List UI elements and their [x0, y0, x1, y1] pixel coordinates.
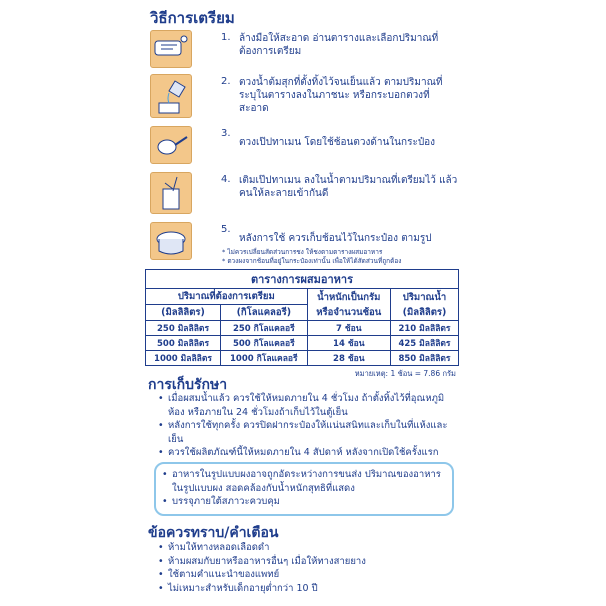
warning-item: • ห้ามผสมกับยาหรืออาหารอื่นๆ เมื่อให้ทางสายยาง [156, 555, 456, 569]
warning-item: • ใช้ตามคำแนะนำของแพทย์ [156, 568, 456, 582]
step-text: ตวงเป๊ปทาเมน โดยใช้ช้อนตวงด้านในกระป๋อง [239, 137, 436, 148]
cell-kcal: 1000 กิโลแคลอรี [221, 351, 308, 366]
step-2 [142, 72, 462, 120]
info-item: • บรรจุภายใต้สภาวะควบคุม [160, 495, 446, 509]
warning-title: ข้อควรทราบ/คำเตือน [148, 525, 279, 541]
step-text: ล้างมือให้สะอาด อ่านตารางและเลือกปริมาณที่ต้องการเตรียม [239, 33, 439, 57]
cell-ml: 500 มิลลิลิตร [146, 336, 221, 351]
table-remark: หมายเหตุ: 1 ช้อน = 7.86 กรัม [354, 369, 456, 378]
step-number: 4. [221, 174, 231, 185]
warning-list [156, 541, 456, 595]
storage-item: • เมื่อผสมน้ำแล้ว ควรใช้ให้หมดภายใน 4 ชั่วโมง ถ้าตั้งทิ้งไว้ที่อุณหภูมิห้อง หรือภายใน 24 ชั่วโมงถ้าเก็บไว้ในตู้เย็น [156, 392, 456, 419]
col-scoop-header [307, 289, 390, 321]
cell-water: 850 มิลลิลิตร [390, 351, 458, 366]
storage-list [156, 392, 456, 460]
info-item: • อาหารในรูปแบบผงอาจถูกอัดระหว่างการขนส่ง ปริมาณของอาหารในรูปแบบผง สอดคล้องกับน้ำหนักสุทธิที่แสดง [160, 468, 446, 495]
step-number: 2. [221, 76, 231, 87]
prep-title: วิธีการเตรียม [150, 9, 235, 27]
cell-water: 210 มิลลิลิตร [390, 321, 458, 336]
wash-hands-illustration [150, 30, 192, 68]
step-number: 1. [221, 32, 231, 43]
col-scoop-line1: น้ำหนักเป็นกรัม [317, 291, 381, 303]
mix-powder-illustration [150, 172, 192, 214]
step-text: เติมเป๊ปทาเมน ลงในน้ำตามปริมาณที่เตรียมไว้ แล้วคนให้ละลายเข้ากันดี [239, 175, 458, 199]
storage-item: • ควรใช้ผลิตภัณฑ์นี้ให้หมดภายใน 4 สัปดาห์ หลังจากเปิดใช้ครั้งแรก [156, 446, 456, 460]
col-prep-header: ปริมาณที่ต้องการเตรียม [146, 289, 308, 305]
step-text: หลังการใช้ ควรเก็บช้อนไว้ในกระป๋อง ตามรูป [239, 233, 432, 244]
storage-title: การเก็บรักษา [148, 377, 228, 393]
step-1 [142, 28, 462, 68]
storage-item: • หลังการใช้ทุกครั้ง ควรปิดฝากระป๋องให้แน่นสนิทและเก็บในที่แห้งและเย็น [156, 419, 456, 446]
col-water-header [390, 289, 458, 321]
table-row [146, 336, 459, 351]
table-title: ตารางการผสมอาหาร [146, 270, 459, 289]
store-scoop-illustration [150, 222, 192, 260]
cell-kcal: 500 กิโลแคลอรี [221, 336, 308, 351]
cell-scoop: 7 ช้อน [307, 321, 390, 336]
step-number: 5. [221, 224, 231, 235]
note-2: * ตวงผงจากช้อนที่อยู่ในกระป๋องเท่านั้น เพื่อให้ได้สัดส่วนที่ถูกต้อง [222, 257, 402, 265]
step-number: 3. [221, 128, 231, 139]
col-kcal-header: (กิโลแคลอรี) [221, 305, 308, 321]
label-panel [142, 0, 462, 606]
cell-water: 425 มิลลิลิตร [390, 336, 458, 351]
cell-scoop: 14 ช้อน [307, 336, 390, 351]
scoop-powder-illustration [150, 126, 192, 164]
warning-item: • ห้ามให้ทางหลอดเลือดดำ [156, 541, 456, 555]
step-text: ตวงน้ำต้มสุกที่ตั้งทิ้งไว้จนเย็นแล้ว ตามปริมาณที่ระบุในตารางลงในภาชนะ หรือกระบอกตวงที่สะอาด [239, 77, 443, 114]
warning-item: • ไม่เหมาะสำหรับเด็กอายุต่ำกว่า 10 ปี [156, 582, 456, 596]
table-row [146, 321, 459, 336]
col-ml-header: (มิลลิลิตร) [146, 305, 221, 321]
mixing-table [145, 269, 459, 366]
table-row [146, 351, 459, 366]
cell-kcal: 250 กิโลแคลอรี [221, 321, 308, 336]
step-4 [142, 170, 462, 214]
step-3 [142, 124, 462, 164]
col-water-line2: (มิลลิลิตร) [402, 306, 447, 318]
info-list [160, 468, 446, 509]
col-water-line1: ปริมาณน้ำ [402, 291, 447, 303]
info-box [154, 462, 454, 516]
cell-ml: 1000 มิลลิลิตร [146, 351, 221, 366]
note-1: * ไม่ควรเปลี่ยนสัดส่วนการชง ให้ชงตามตารางผสมอาหาร [222, 248, 383, 256]
cell-ml: 250 มิลลิลิตร [146, 321, 221, 336]
pour-water-illustration [150, 74, 192, 118]
col-scoop-line2: หรือจำนวนช้อน [316, 306, 382, 318]
cell-scoop: 28 ช้อน [307, 351, 390, 366]
